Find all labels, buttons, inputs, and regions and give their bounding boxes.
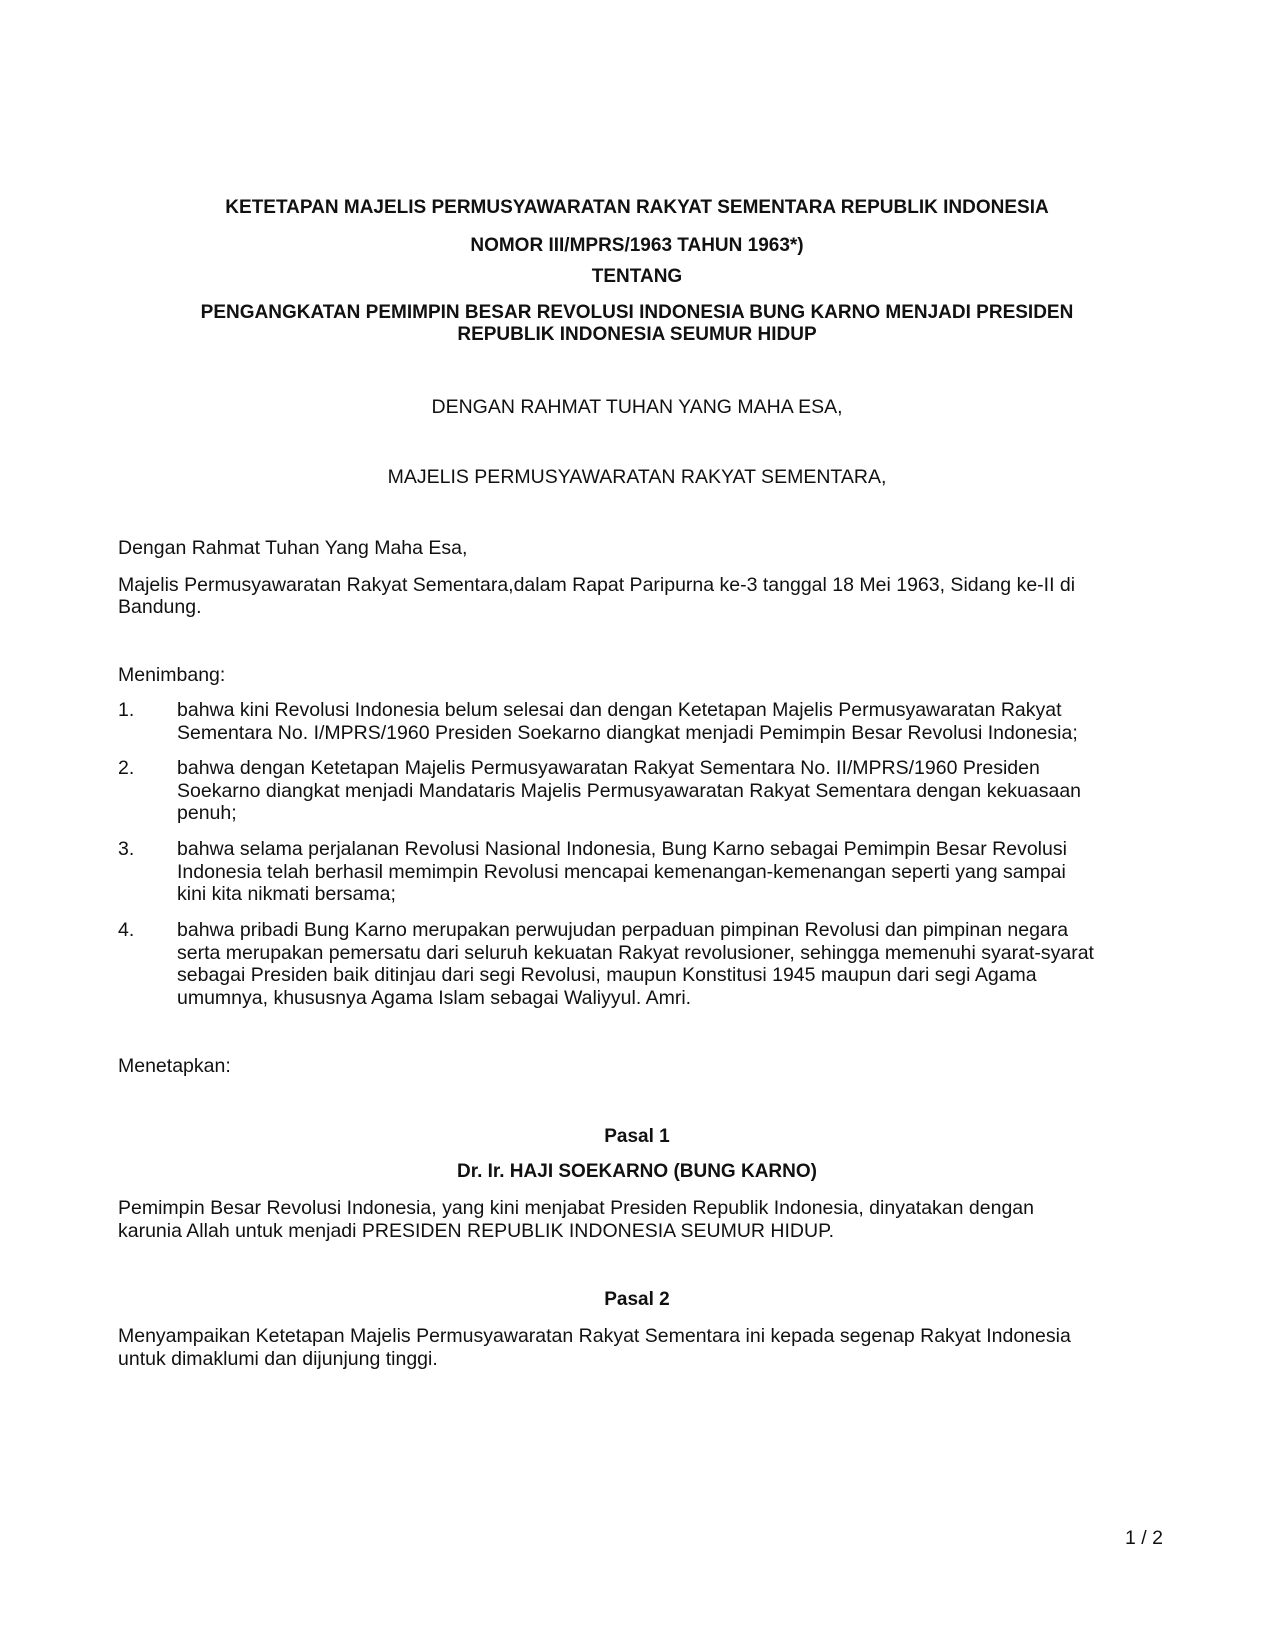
list-item-line: sebagai Presiden baik ditinjau dari segi Revolusi, maupun Konstitusi 1945 maupun dari segi Agama bbox=[177, 964, 1037, 986]
list-item-number: 3. bbox=[118, 838, 135, 860]
list-item-line: bahwa pribadi Bung Karno merupakan perwujudan perpaduan pimpinan Revolusi dan pimpinan negara bbox=[177, 919, 1069, 941]
list-item-text bbox=[177, 919, 1177, 1009]
list-item-number: 4. bbox=[118, 919, 135, 941]
list-item-text bbox=[177, 838, 1177, 906]
article-2-body bbox=[118, 1325, 1168, 1370]
list-item-line: penuh; bbox=[177, 802, 237, 824]
article-1-subtitle: Dr. Ir. HAJI SOEKARNO (BUNG KARNO) bbox=[457, 1161, 817, 1182]
list-item-line: bahwa dengan Ketetapan Majelis Permusyawaratan Rakyat Sementara No. II/MPRS/1960 Presiden bbox=[177, 757, 1040, 779]
document-title: KETETAPAN MAJELIS PERMUSYAWARATAN RAKYAT SEMENTARA REPUBLIK INDONESIA bbox=[225, 197, 1049, 218]
preamble-line-1: Dengan Rahmat Tuhan Yang Maha Esa, bbox=[118, 537, 468, 559]
preamble-line-2b: Bandung. bbox=[118, 596, 202, 618]
list-item-line: bahwa selama perjalanan Revolusi Nasional Indonesia, Bung Karno sebagai Pemimpin Besar Revolusi bbox=[177, 838, 1067, 860]
document-about-label: TENTANG bbox=[591, 266, 683, 287]
article-2-title: Pasal 2 bbox=[604, 1289, 670, 1310]
considering-label: Menimbang: bbox=[118, 664, 226, 686]
assembly-name: MAJELIS PERMUSYAWARATAN RAKYAT SEMENTARA, bbox=[387, 466, 887, 488]
document-number: NOMOR III/MPRS/1963 TAHUN 1963*) bbox=[470, 235, 804, 256]
list-item-text bbox=[177, 699, 1177, 744]
article-2-line: Menyampaikan Ketetapan Majelis Permusyawaratan Rakyat Sementara ini kepada segenap Rakyat Indonesia bbox=[118, 1325, 1071, 1347]
preamble-line-2a: Majelis Permusyawaratan Rakyat Sementara,dalam Rapat Paripurna ke-3 tanggal 18 Mei 1963, Sidang ke-II di bbox=[118, 574, 1076, 596]
list-item-line: Soekarno diangkat menjadi Mandataris Majelis Permusyawaratan Rakyat Sementara dengan kekuasaan bbox=[177, 779, 1082, 802]
article-1-title: Pasal 1 bbox=[604, 1126, 670, 1147]
list-item-line: umumnya, khususnya Agama Islam sebagai Waliyyul. Amri. bbox=[177, 986, 692, 1009]
document-subject-line-2: REPUBLIK INDONESIA SEUMUR HIDUP bbox=[457, 324, 817, 345]
invocation: DENGAN RAHMAT TUHAN YANG MAHA ESA, bbox=[431, 396, 843, 418]
list-item-number: 1. bbox=[118, 699, 135, 721]
article-1-line: karunia Allah untuk menjadi PRESIDEN REPUBLIK INDONESIA SEUMUR HIDUP. bbox=[118, 1219, 834, 1242]
list-item-text bbox=[177, 757, 1177, 825]
article-1-line: Pemimpin Besar Revolusi Indonesia, yang kini menjabat Presiden Republik Indonesia, dinyatakan dengan bbox=[118, 1197, 1034, 1219]
page-number: 1 / 2 bbox=[1125, 1527, 1163, 1549]
list-item-line: Indonesia telah berhasil memimpin Revolusi mencapai kemenangan-kemenangan seperti yang sampai bbox=[177, 860, 1066, 883]
article-1-body bbox=[118, 1197, 1168, 1242]
document-subject-line-1: PENGANGKATAN PEMIMPIN BESAR REVOLUSI INDONESIA BUNG KARNO MENJADI PRESIDEN bbox=[200, 302, 1074, 323]
list-item-line: bahwa kini Revolusi Indonesia belum selesai dan dengan Ketetapan Majelis Permusyawaratan Rakyat bbox=[177, 699, 1062, 721]
article-2-line: untuk dimaklumi dan dijunjung tinggi. bbox=[118, 1347, 438, 1370]
list-item-line: Sementara No. I/MPRS/1960 Presiden Soekarno diangkat menjadi Pemimpin Besar Revolusi Indonesia; bbox=[177, 721, 1078, 744]
list-item-line: serta merupakan pemersatu dari seluruh kekuatan Rakyat revolusioner, sehingga memenuhi syarat-syarat bbox=[177, 941, 1094, 964]
list-item-line: kini kita nikmati bersama; bbox=[177, 883, 396, 905]
list-item-number: 2. bbox=[118, 757, 135, 779]
deciding-label: Menetapkan: bbox=[118, 1055, 231, 1077]
